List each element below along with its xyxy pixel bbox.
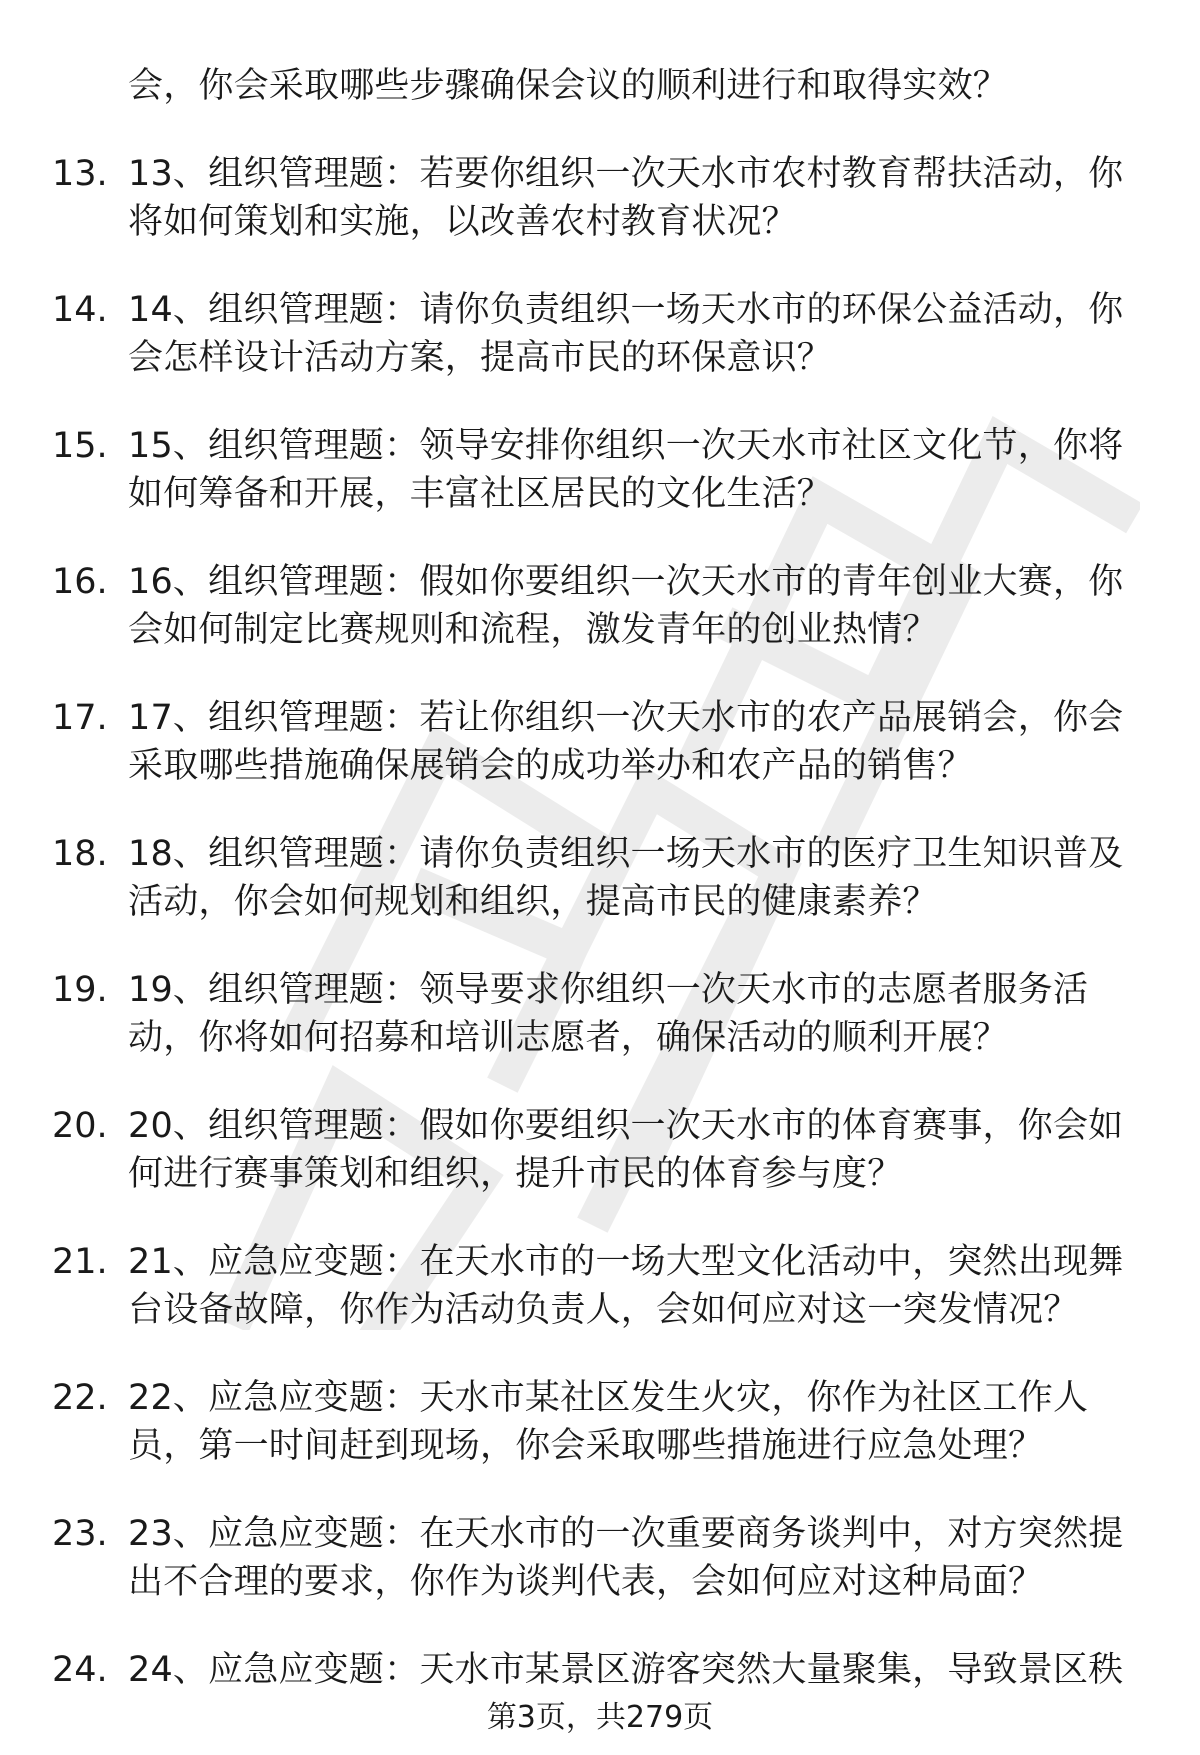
list-item <box>0 1374 1200 1470</box>
list-item <box>0 1238 1200 1334</box>
page-footer: 第3页，共279页 <box>486 1700 714 1735</box>
list-item <box>0 286 1200 382</box>
item-text: 24、应急应变题：天水市某景区游客突然大量聚集，导致景区秩 <box>128 1650 1124 1690</box>
item-number: 23. <box>52 1514 108 1554</box>
list-item <box>0 1102 1200 1198</box>
list-item <box>0 830 1200 926</box>
item-number: 15. <box>52 426 108 466</box>
item-text: 15、组织管理题：领导安排你组织一次天水市社区文化节，你将如何筹备和开展，丰富社区居民的文化生活？ <box>128 426 1124 514</box>
item-text: 21、应急应变题：在天水市的一场大型文化活动中，突然出现舞台设备故障，你作为活动负责人，会如何应对这一突发情况？ <box>128 1242 1124 1330</box>
list-item <box>0 1646 1200 1694</box>
list-item <box>0 558 1200 654</box>
item-number: 13. <box>52 154 108 194</box>
item-text: 16、组织管理题：假如你要组织一次天水市的青年创业大赛，你会如何制定比赛规则和流程，激发青年的创业热情？ <box>128 562 1124 650</box>
item-text: 14、组织管理题：请你负责组织一场天水市的环保公益活动，你会怎样设计活动方案，提高市民的环保意识？ <box>128 290 1124 378</box>
item-number: 21. <box>52 1242 108 1282</box>
list-item <box>0 966 1200 1062</box>
item-number: 22. <box>52 1378 108 1418</box>
item-number: 20. <box>52 1106 108 1146</box>
item-number: 18. <box>52 834 108 874</box>
item-text: 18、组织管理题：请你负责组织一场天水市的医疗卫生知识普及活动，你会如何规划和组织，提高市民的健康素养？ <box>128 834 1124 922</box>
list-item <box>0 694 1200 790</box>
question-list <box>0 62 1200 1694</box>
item-number: 17. <box>52 698 108 738</box>
list-item <box>0 422 1200 518</box>
item-text: 23、应急应变题：在天水市的一次重要商务谈判中，对方突然提出不合理的要求，你作为谈判代表，会如何应对这种局面？ <box>128 1514 1124 1602</box>
item-number: 19. <box>52 970 108 1010</box>
item-text: 22、应急应变题：天水市某社区发生火灾，你作为社区工作人员，第一时间赶到现场，你会采取哪些措施进行应急处理？ <box>128 1378 1089 1466</box>
item-text: 20、组织管理题：假如你要组织一次天水市的体育赛事，你会如何进行赛事策划和组织，提升市民的体育参与度？ <box>128 1106 1124 1194</box>
list-item <box>0 1510 1200 1606</box>
item-number: 24. <box>52 1650 108 1690</box>
item-number: 16. <box>52 562 108 602</box>
item-text: 会，你会采取哪些步骤确保会议的顺利进行和取得实效？ <box>128 66 1009 106</box>
list-item <box>0 150 1200 246</box>
item-text: 19、组织管理题：领导要求你组织一次天水市的志愿者服务活动，你将如何招募和培训志愿者，确保活动的顺利开展？ <box>128 970 1089 1058</box>
list-item <box>0 62 1200 110</box>
item-text: 13、组织管理题：若要你组织一次天水市农村教育帮扶活动，你将如何策划和实施，以改善农村教育状况？ <box>128 154 1124 242</box>
item-number: 14. <box>52 290 108 330</box>
item-text: 17、组织管理题：若让你组织一次天水市的农产品展销会，你会采取哪些措施确保展销会的成功举办和农产品的销售？ <box>128 698 1124 786</box>
